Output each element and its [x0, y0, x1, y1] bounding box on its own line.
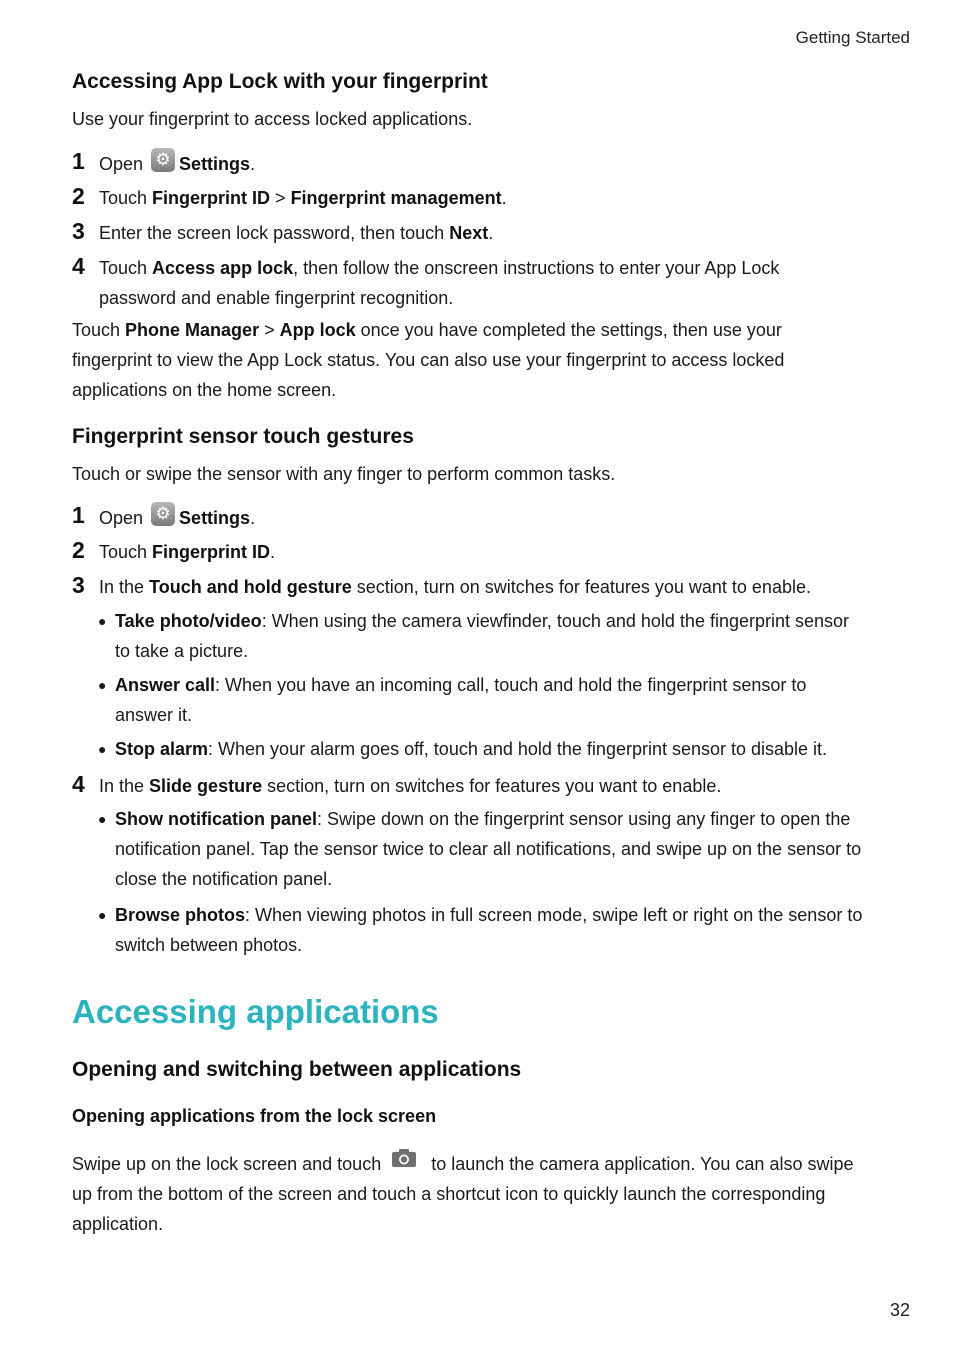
settings-label: Settings [179, 508, 251, 528]
step-text: In the Slide gesture section, turn on switches for features you want to enable. [99, 776, 722, 796]
chapter-title: Accessing applications [72, 993, 439, 1030]
settings-label: Settings [179, 154, 251, 174]
step-number: 3 [72, 572, 85, 598]
section-title-app-lock: Accessing App Lock with your fingerprint [72, 70, 488, 93]
step-number: 2 [72, 537, 85, 563]
bullet-dot: ● [98, 907, 107, 923]
list-item: Stop alarm: When your alarm goes off, touch and hold the fingerprint sensor to disable it. [115, 739, 828, 759]
step-text: Touch Fingerprint ID. [99, 542, 276, 562]
step-text: In the Touch and hold gesture section, turn on switches for features you want to enable. [99, 577, 811, 597]
list-item: Browse photos: When viewing photos in full screen mode, swipe left or right on the sensor to switch between photos. [115, 905, 863, 955]
step-number: 2 [72, 183, 85, 209]
step-text: Open⚙ Settings. [99, 502, 879, 533]
step-number: 1 [72, 502, 85, 528]
list-item: Show notification panel: Swipe down on the fingerprint sensor using any finger to open the notification panel. Tap the sensor twice to clear all notifications, and swipe up on the sensor to close the notification panel. [115, 809, 862, 889]
bullet-dot: ● [98, 741, 107, 757]
page-number: 32 [889, 1300, 910, 1320]
section-title-opening: Opening and switching between applications [72, 1058, 522, 1081]
section-title-gestures: Fingerprint sensor touch gestures [72, 425, 414, 448]
subsection-title-lock-screen: Opening applications from the lock screen [72, 1106, 437, 1126]
step-number: 3 [72, 218, 85, 244]
list-item: Answer call: When you have an incoming call, touch and hold the fingerprint sensor to answer it. [115, 675, 807, 725]
step-text: Open⚙ Settings. [99, 148, 879, 179]
step-number: 4 [72, 253, 85, 279]
note-paragraph: Touch Phone Manager > App lock once you have completed the settings, then use your fingerprint to view the App Lock status. You can also use your fingerprint to access locked applications on the home screen. [72, 320, 785, 400]
section-intro-gestures: Touch or swipe the sensor with any finger to perform common tasks. [72, 464, 616, 484]
step-text: Touch Fingerprint ID > Fingerprint management. [99, 188, 507, 208]
gear-icon [151, 148, 175, 172]
running-header: Getting Started [795, 28, 910, 47]
camera-icon [391, 1148, 417, 1168]
section-intro-app-lock: Use your fingerprint to access locked applications. [72, 109, 473, 129]
step-number: 1 [72, 148, 85, 174]
bullet-dot: ● [98, 677, 107, 693]
step-text: Enter the screen lock password, then touch Next. [99, 223, 494, 243]
bullet-dot: ● [98, 811, 107, 827]
bullet-dot: ● [98, 613, 107, 629]
step-number: 4 [72, 771, 85, 797]
gear-icon [151, 502, 175, 526]
lock-screen-paragraph: Swipe up on the lock screen and touch to launch the camera application. You can also swipe up from the bottom of the screen and touch a shortcut icon to quickly launch the corresponding application. [72, 1148, 862, 1239]
step-text: Touch Access app lock, then follow the onscreen instructions to enter your App Lock password and enable fingerprint recognition. [99, 258, 780, 308]
list-item: Take photo/video: When using the camera viewfinder, touch and hold the fingerprint sensor to take a picture. [115, 611, 850, 661]
